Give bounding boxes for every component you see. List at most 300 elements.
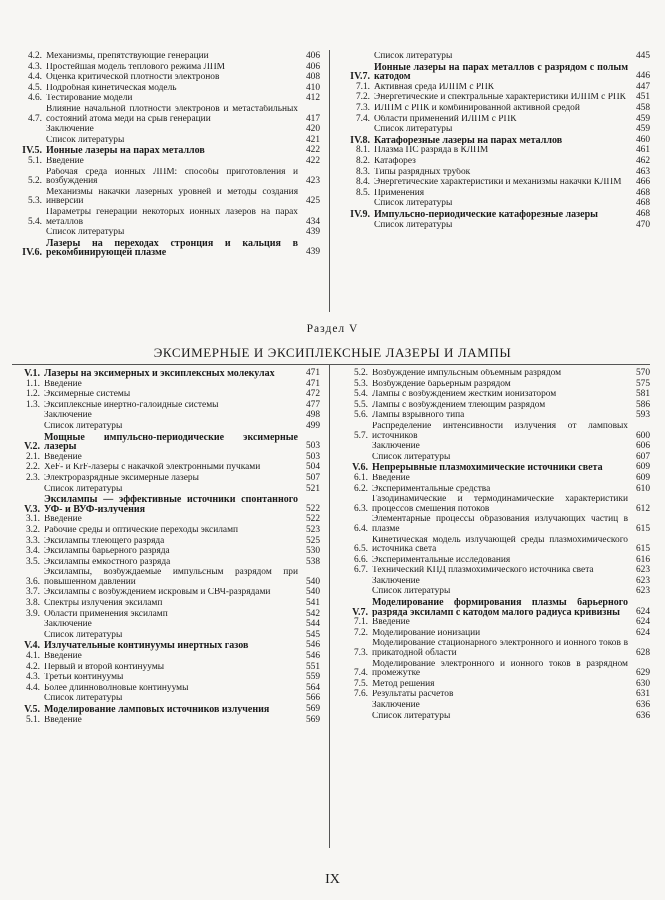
toc-entry xyxy=(338,146,650,156)
toc-entry-title: Список литературы xyxy=(44,484,123,494)
toc-entry-page: 458 xyxy=(635,102,650,113)
toc-entry-title: Более длинноволновые континуумы xyxy=(44,683,189,693)
toc-entry-title: Метод решения xyxy=(372,679,435,689)
toc-entry-title: Оценка критической плотности электронов xyxy=(46,73,220,83)
toc-entry-page: 586 xyxy=(635,399,650,410)
toc-entry-number: 7.4. xyxy=(355,113,370,124)
toc-entry-page: 615 xyxy=(635,523,650,534)
toc-entry xyxy=(12,157,320,167)
toc-entry xyxy=(12,422,320,432)
toc-entry xyxy=(12,474,320,484)
toc-entry-number: 4.4. xyxy=(25,682,40,693)
toc-entry-title: Эксиплексные инертно-галоидные системы xyxy=(44,400,219,410)
toc-entry-title: ИЛПМ с РПК и комбинированной активной средой xyxy=(374,103,580,113)
toc-entry-title: XeF- и KrF-лазеры с накачкой электронными пучками xyxy=(44,463,261,473)
toc-entry-title: Катафорезные лазеры на парах металлов xyxy=(374,135,563,146)
toc-entry xyxy=(338,474,650,484)
toc-entry-page: 463 xyxy=(635,166,650,177)
toc-entry-page: 581 xyxy=(635,389,650,400)
toc-entry-page: 420 xyxy=(305,124,320,135)
toc-entry-page: 623 xyxy=(635,565,650,576)
toc-entry xyxy=(338,701,650,711)
toc-entry xyxy=(338,104,650,114)
toc-entry-number: V.1. xyxy=(24,368,40,379)
toc-entry-title: Моделирование ламповых источников излучения xyxy=(44,705,270,715)
toc-entry-title: Эксилампы, возбуждаемые импульсным разрядом при повышенном давлении xyxy=(44,568,298,587)
toc-entry-page: 447 xyxy=(635,81,650,92)
toc-entry xyxy=(12,84,320,94)
toc-entry-number: 4.5. xyxy=(27,82,42,93)
toc-entry xyxy=(338,93,650,103)
toc-entry-number: 2.2. xyxy=(25,462,40,473)
toc-bottom-left-column xyxy=(12,369,320,725)
toc-entry-page: 569 xyxy=(305,704,320,714)
toc-entry-number: 8.1. xyxy=(355,145,370,156)
toc-entry-page: 616 xyxy=(635,554,650,565)
toc-top-left-column xyxy=(12,52,320,258)
toc-entry-page: 460 xyxy=(635,134,650,145)
toc-entry-title: Газодинамические и термодинамические характеристики процессов смешения потоков xyxy=(372,495,628,514)
toc-entry-page: 610 xyxy=(635,483,650,494)
toc-entry-page: 623 xyxy=(635,586,650,597)
toc-entry-number: 4.6. xyxy=(27,93,42,104)
toc-entry-title: Эксилампы тлеющего разряда xyxy=(44,536,165,546)
toc-entry xyxy=(338,390,650,400)
toc-entry-page: 406 xyxy=(305,51,320,61)
toc-entry-number: 7.3. xyxy=(355,102,370,113)
toc-entry-page: 624 xyxy=(635,617,650,628)
toc-entry-number: 4.2. xyxy=(25,661,40,672)
toc-entry xyxy=(12,663,320,673)
toc-entry-title: Список литературы xyxy=(46,135,125,145)
toc-entry-page: 468 xyxy=(635,198,650,209)
toc-entry xyxy=(338,495,650,514)
toc-entry-page: 607 xyxy=(635,451,650,462)
toc-entry xyxy=(338,221,650,231)
toc-entry xyxy=(12,380,320,390)
toc-entry-number: 5.4. xyxy=(27,216,42,227)
toc-entry-page: 459 xyxy=(635,124,650,135)
toc-entry xyxy=(338,401,650,411)
toc-entry-number: 3.7. xyxy=(25,587,40,598)
toc-entry-title: Возбуждение импульсным объемным разрядом xyxy=(372,369,562,378)
toc-entry xyxy=(12,515,320,525)
toc-entry-page: 446 xyxy=(635,71,650,82)
toc-entry-page: 477 xyxy=(305,399,320,410)
toc-entry-title: Введение xyxy=(44,652,82,662)
toc-entry-number: 2.3. xyxy=(25,472,40,483)
toc-entry-number: 7.4. xyxy=(353,668,368,679)
toc-entry-title: Излучательные континуумы инертных газов xyxy=(44,641,249,652)
toc-entry-page: 522 xyxy=(305,503,320,514)
toc-entry-title: Лампы с возбуждением тлеющим разрядом xyxy=(372,400,546,410)
toc-entry xyxy=(12,652,320,662)
toc-entry-title: Импульсно-периодические катафорезные лазеры xyxy=(374,209,598,220)
toc-entry-title: Рабочие среды и оптические переходы эксиламп xyxy=(44,525,239,535)
toc-entry-title: Непрерывные плазмохимические источники света xyxy=(372,463,603,473)
toc-entry xyxy=(338,566,650,576)
toc-entry-page: 525 xyxy=(305,535,320,546)
toc-entry-number: 6.4. xyxy=(353,523,368,534)
toc-entry-page: 471 xyxy=(305,368,320,378)
toc-entry-title: Введение xyxy=(372,473,410,483)
toc-entry xyxy=(12,547,320,557)
toc-entry-title: Энергетические и спектральные характеристики ИЛПМ с РПК xyxy=(374,93,626,103)
toc-entry-number: V.4. xyxy=(24,640,40,652)
toc-entry-title: Плазма ПС разряда в КЛПМ xyxy=(374,146,489,156)
toc-entry-title: Лазеры на переходах стронция и кальция в рекомбинирующей плазме xyxy=(46,238,298,258)
toc-entry-title: Заключение xyxy=(372,576,420,586)
toc-entry-number: 6.6. xyxy=(353,554,368,565)
toc-entry-page: 540 xyxy=(305,576,320,587)
toc-entry xyxy=(338,125,650,135)
toc-entry-page: 468 xyxy=(635,208,650,219)
toc-entry-page: 461 xyxy=(635,145,650,156)
toc-entry-number: 5.3. xyxy=(27,196,42,207)
toc-entry-title: Параметры генерации некоторых ионных лазеров на парах металлов xyxy=(46,207,298,227)
toc-entry-page: 434 xyxy=(305,216,320,227)
toc-entry-page: 499 xyxy=(305,420,320,431)
toc-entry-page: 445 xyxy=(635,51,650,61)
toc-bottom-right-column xyxy=(338,369,650,721)
toc-entry-number: 7.1. xyxy=(355,81,370,92)
toc-entry-title: Список литературы xyxy=(372,587,451,597)
toc-entry-page: 623 xyxy=(635,575,650,586)
toc-entry-page: 624 xyxy=(635,606,650,617)
page-number: IX xyxy=(325,872,340,887)
toc-entry-number: 6.2. xyxy=(353,483,368,494)
toc-entry xyxy=(12,631,320,641)
toc-entry xyxy=(338,712,650,722)
toc-entry xyxy=(12,433,320,452)
toc-entry-title: Моделирование ионизации xyxy=(372,628,481,638)
toc-entry-title: Механизмы, препятствующие генерации xyxy=(46,52,209,61)
toc-entry-title: Введение xyxy=(46,156,84,166)
toc-entry-title: Заключение xyxy=(44,411,92,421)
column-divider-top xyxy=(329,50,330,312)
toc-entry-title: Список литературы xyxy=(44,694,123,704)
toc-entry xyxy=(338,178,650,188)
toc-entry-page: 410 xyxy=(305,82,320,93)
toc-entry-title: Экспериментальные средства xyxy=(372,484,491,494)
toc-entry xyxy=(12,208,320,227)
toc-entry-number: 7.1. xyxy=(353,617,368,628)
toc-entry-page: 439 xyxy=(305,247,320,258)
toc-entry-number: 8.5. xyxy=(355,187,370,198)
toc-entry xyxy=(338,210,650,220)
toc-entry xyxy=(338,577,650,587)
toc-entry xyxy=(338,83,650,93)
toc-entry-number: IV.7. xyxy=(350,71,370,83)
toc-entry-number: 3.5. xyxy=(25,556,40,567)
toc-entry-number: 3.6. xyxy=(25,576,40,587)
toc-entry-title: Введение xyxy=(44,515,82,525)
toc-entry-number: 7.5. xyxy=(353,678,368,689)
toc-entry xyxy=(12,369,320,379)
toc-entry-number: 4.7. xyxy=(27,113,42,124)
toc-entry xyxy=(12,673,320,683)
section-rule-right xyxy=(329,364,650,365)
toc-entry-number: 5.5. xyxy=(353,399,368,410)
toc-entry-title: Первый и второй континуумы xyxy=(44,662,165,672)
toc-entry-number: 8.3. xyxy=(355,166,370,177)
toc-entry-title: Список литературы xyxy=(46,228,125,238)
toc-entry-page: 559 xyxy=(305,672,320,683)
toc-entry-page: 459 xyxy=(635,113,650,124)
toc-entry-title: Заключение xyxy=(46,125,94,135)
toc-entry-title: Введение xyxy=(44,452,82,462)
toc-entry-title: Экспериментальные исследования xyxy=(372,555,511,565)
toc-entry-page: 566 xyxy=(305,693,320,704)
toc-entry-page: 412 xyxy=(305,93,320,104)
toc-entry-number: 5.2. xyxy=(27,176,42,187)
toc-entry xyxy=(12,239,320,258)
toc-entry-title: Механизмы накачки лазерных уровней и методы создания инверсии xyxy=(46,187,298,207)
toc-entry-number: 5.7. xyxy=(353,430,368,441)
toc-top-right-column xyxy=(338,52,650,230)
toc-entry-page: 451 xyxy=(635,92,650,103)
toc-entry-title: Элементарные процессы образования излучающих частиц в плазме xyxy=(372,515,628,534)
toc-entry xyxy=(12,390,320,400)
toc-entry-page: 422 xyxy=(305,155,320,166)
toc-entry xyxy=(338,369,650,379)
toc-entry-title: Список литературы xyxy=(372,711,451,721)
toc-entry-page: 470 xyxy=(635,219,650,230)
toc-entry xyxy=(12,463,320,473)
toc-entry-page: 504 xyxy=(305,462,320,473)
toc-entry-title: Тестирование модели xyxy=(46,94,133,104)
toc-entry xyxy=(12,63,320,73)
toc-entry xyxy=(338,115,650,125)
toc-entry xyxy=(338,168,650,178)
toc-entry xyxy=(12,588,320,598)
toc-entry-title: Спектры излучения эксиламп xyxy=(44,599,163,609)
toc-entry-number: 5.1. xyxy=(25,714,40,725)
toc-entry-number: 7.3. xyxy=(353,648,368,659)
toc-entry xyxy=(12,705,320,715)
toc-entry xyxy=(338,536,650,555)
toc-entry-title: Подробная кинетическая модель xyxy=(46,83,177,93)
column-divider-bottom xyxy=(329,364,330,848)
toc-entry-page: 498 xyxy=(305,410,320,421)
toc-entry-page: 421 xyxy=(305,134,320,145)
toc-entry-page: 593 xyxy=(635,410,650,421)
toc-entry-title: Лазеры на эксимерных и эксиплексных молекулах xyxy=(44,369,275,379)
toc-entry-number: 5.3. xyxy=(353,378,368,389)
toc-entry-title: Электроразрядные эксимерные лазеры xyxy=(44,473,199,483)
section-rule-left xyxy=(12,364,329,365)
toc-entry-number: 3.4. xyxy=(25,546,40,557)
toc-entry-title: Области применения эксиламп xyxy=(44,609,168,619)
toc-entry xyxy=(338,556,650,566)
toc-entry-number: 7.2. xyxy=(353,627,368,638)
toc-entry-title: Список литературы xyxy=(374,125,453,135)
toc-entry-number: 1.1. xyxy=(25,378,40,389)
toc-entry xyxy=(338,690,650,700)
toc-entry-number: IV.6. xyxy=(22,247,42,259)
toc-entry xyxy=(338,157,650,167)
toc-entry-number: 5.4. xyxy=(353,389,368,400)
toc-entry-page: 439 xyxy=(305,227,320,238)
toc-entry-title: Типы разрядных трубок xyxy=(374,167,471,177)
toc-entry-title: Ионные лазеры на парах металлов xyxy=(46,146,205,156)
toc-entry-page: 544 xyxy=(305,619,320,630)
toc-entry-number: V.5. xyxy=(24,704,40,715)
toc-entry-page: 540 xyxy=(305,587,320,598)
toc-entry-title: Третьи континуумы xyxy=(44,673,124,683)
toc-entry-title: Список литературы xyxy=(374,220,453,230)
toc-entry-page: 503 xyxy=(305,451,320,462)
toc-entry-title: Простейшая модель теплового режима ЛПМ xyxy=(46,62,225,72)
toc-entry-title: Заключение xyxy=(372,701,420,710)
toc-entry xyxy=(12,558,320,568)
toc-entry xyxy=(338,618,650,628)
toc-entry-number: 4.2. xyxy=(27,51,42,61)
toc-entry-title: Лампы с возбуждением жестким ионизатором xyxy=(372,390,557,400)
toc-entry xyxy=(338,485,650,495)
toc-entry-title: Введение xyxy=(372,618,410,628)
toc-entry xyxy=(12,52,320,62)
toc-entry-page: 417 xyxy=(305,113,320,124)
toc-entry xyxy=(12,453,320,463)
toc-entry-page: 569 xyxy=(305,714,320,725)
toc-entry-page: 471 xyxy=(305,378,320,389)
toc-entry xyxy=(12,228,320,238)
toc-entry-title: Список литературы xyxy=(374,199,453,209)
toc-entry-page: 570 xyxy=(635,368,650,378)
toc-entry-page: 615 xyxy=(635,544,650,555)
toc-entry-title: Применения xyxy=(374,188,425,198)
toc-entry-number: 1.2. xyxy=(25,389,40,400)
toc-entry-number: 3.3. xyxy=(25,535,40,546)
toc-entry-number: 4.3. xyxy=(25,672,40,683)
toc-entry xyxy=(12,568,320,587)
toc-entry-page: 545 xyxy=(305,629,320,640)
toc-entry-page: 408 xyxy=(305,72,320,83)
toc-entry xyxy=(338,442,650,452)
toc-entry xyxy=(12,684,320,694)
toc-entry-number: 4.1. xyxy=(25,651,40,662)
toc-entry-title: Мощные импульсно-периодические эксимерные лазеры xyxy=(44,432,298,452)
toc-entry-title: Эксилампы — эффективные источники спонтанного УФ- и ВУФ-излучения xyxy=(44,495,298,515)
toc-entry-number: 6.3. xyxy=(353,503,368,514)
toc-entry-number: V.3. xyxy=(24,503,40,515)
toc-entry-number: 3.2. xyxy=(25,524,40,535)
toc-entry-number: 6.7. xyxy=(353,565,368,576)
toc-entry-title: Распределение интенсивности излучения от ламповых источников xyxy=(372,421,628,441)
toc-entry xyxy=(12,411,320,421)
toc-entry xyxy=(338,629,650,639)
toc-entry-page: 466 xyxy=(635,177,650,188)
toc-entry xyxy=(12,105,320,124)
toc-entry-title: Энергетические характеристики и механизмы накачки КЛПМ xyxy=(374,178,622,188)
toc-entry-page: 541 xyxy=(305,598,320,609)
toc-entry xyxy=(338,136,650,146)
toc-entry-number: 8.2. xyxy=(355,155,370,166)
toc-entry-number: 3.8. xyxy=(25,598,40,609)
toc-entry-page: 530 xyxy=(305,546,320,557)
toc-entry xyxy=(12,168,320,187)
toc-entry-number: 5.2. xyxy=(353,368,368,378)
toc-entry-page: 609 xyxy=(635,472,650,483)
toc-entry-number: 4.3. xyxy=(27,61,42,72)
toc-entry-page: 636 xyxy=(635,710,650,721)
toc-entry-number: 5.6. xyxy=(353,410,368,421)
toc-entry-title: Введение xyxy=(44,379,82,389)
toc-entry-number: IV.5. xyxy=(22,145,42,157)
toc-entry-number: 3.1. xyxy=(25,514,40,525)
toc-entry-title: Список литературы xyxy=(44,630,123,640)
toc-entry xyxy=(338,660,650,679)
toc-entry xyxy=(12,188,320,207)
toc-entry xyxy=(12,537,320,547)
toc-entry xyxy=(12,73,320,83)
toc-entry-page: 406 xyxy=(305,61,320,72)
toc-entry xyxy=(12,716,320,726)
toc-entry-page: 462 xyxy=(635,155,650,166)
toc-entry xyxy=(338,515,650,534)
toc-entry xyxy=(338,411,650,421)
toc-entry-title: Эксимерные системы xyxy=(44,390,131,400)
toc-entry xyxy=(338,63,650,82)
toc-entry-number: IV.9. xyxy=(350,208,370,220)
toc-entry-page: 522 xyxy=(305,514,320,525)
toc-entry-page: 472 xyxy=(305,389,320,400)
toc-entry-page: 629 xyxy=(635,668,650,679)
toc-entry xyxy=(338,680,650,690)
toc-entry-title: Технический КПД плазмохимического источника света xyxy=(372,566,594,576)
toc-entry-page: 630 xyxy=(635,678,650,689)
toc-entry xyxy=(12,495,320,514)
toc-entry-title: Влияние начальной плотности электронов и метастабильных состояний атома меди на срыв генерации xyxy=(46,104,298,124)
toc-entry xyxy=(338,598,650,617)
toc-entry-page: 468 xyxy=(635,187,650,198)
toc-entry xyxy=(338,639,650,658)
toc-entry-page: 423 xyxy=(305,176,320,187)
section-label: Раздел V xyxy=(306,323,359,335)
toc-entry-page: 507 xyxy=(305,472,320,483)
toc-entry xyxy=(338,587,650,597)
toc-entry-title: Список литературы xyxy=(372,452,451,462)
toc-entry xyxy=(12,610,320,620)
toc-entry xyxy=(12,146,320,156)
toc-entry-number: 1.3. xyxy=(25,399,40,410)
toc-entry-page: 609 xyxy=(635,462,650,473)
toc-entry-page: 575 xyxy=(635,378,650,389)
toc-entry-number: 7.6. xyxy=(353,689,368,700)
toc-entry-number: 8.4. xyxy=(355,177,370,188)
toc-entry-title: Список литературы xyxy=(374,52,453,61)
toc-entry-title: Рабочая среда ионных ЛПМ: способы приготовления и возбуждения xyxy=(46,167,298,187)
toc-entry-title: Моделирование формирования плазмы барьерного разряда эксиламп с катодом малого радиуса кривизны xyxy=(372,598,628,618)
toc-entry xyxy=(338,52,650,62)
toc-entry xyxy=(338,463,650,473)
toc-entry-number: IV.8. xyxy=(350,134,370,146)
toc-entry-number: 3.9. xyxy=(25,608,40,619)
toc-entry-title: Ионные лазеры на парах металлов с разрядом с полым катодом xyxy=(374,62,628,82)
toc-entry-page: 546 xyxy=(305,640,320,651)
toc-entry-title: Результаты расчетов xyxy=(372,690,454,700)
toc-entry-title: Список литературы xyxy=(44,421,123,431)
toc-entry-number: 4.4. xyxy=(27,72,42,83)
toc-entry-page: 538 xyxy=(305,556,320,567)
toc-entry-page: 600 xyxy=(635,430,650,441)
toc-entry xyxy=(12,94,320,104)
toc-entry-page: 523 xyxy=(305,524,320,535)
toc-entry-title: Активная среда ИЛПМ с РПК xyxy=(374,82,495,92)
toc-entry-title: Эксилампы барьерного разряда xyxy=(44,547,170,557)
toc-entry xyxy=(12,401,320,411)
